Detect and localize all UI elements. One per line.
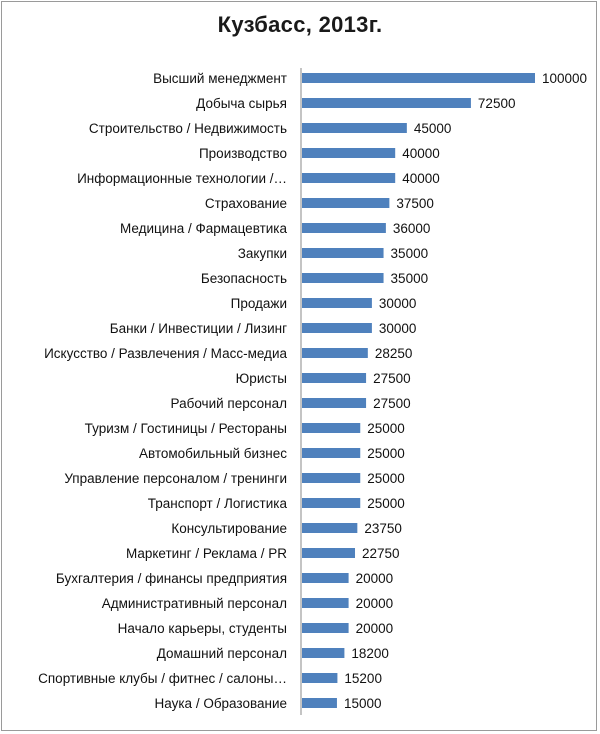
bar xyxy=(302,698,337,708)
bar xyxy=(302,498,360,508)
category-label: Рабочий персонал xyxy=(170,396,287,411)
chart-title: Кузбасс, 2013г. xyxy=(217,12,383,37)
value-label: 23750 xyxy=(364,521,402,536)
category-label: Консультирование xyxy=(171,521,287,536)
value-label: 45000 xyxy=(413,121,452,136)
category-label: Высший менеджмент xyxy=(153,71,287,86)
category-label: Закупки xyxy=(237,246,287,261)
bar xyxy=(302,648,344,658)
value-label: 30000 xyxy=(378,321,417,336)
value-label: 22750 xyxy=(362,546,400,561)
value-label: 20000 xyxy=(355,571,394,586)
value-label: 18200 xyxy=(351,646,389,661)
value-label: 25000 xyxy=(367,446,405,461)
category-label: Управление персоналом / тренинги xyxy=(64,471,287,486)
value-label: 30000 xyxy=(378,296,417,311)
category-label: Страхование xyxy=(204,196,287,211)
bar xyxy=(302,398,366,408)
value-label: 35000 xyxy=(390,246,429,261)
value-label: 25000 xyxy=(367,496,405,511)
category-label: Производство xyxy=(198,146,287,161)
category-label: Начало карьеры, студенты xyxy=(117,621,287,636)
bar xyxy=(302,423,360,433)
value-label: 27500 xyxy=(373,371,411,386)
bar xyxy=(302,348,368,358)
value-label: 37500 xyxy=(396,196,434,211)
category-label: Искусство / Развлечения / Масс-медиа xyxy=(44,346,287,361)
category-label: Автомобильный бизнес xyxy=(138,446,287,461)
bar xyxy=(302,623,349,633)
value-label: 27500 xyxy=(373,396,411,411)
category-label: Спортивные клубы / фитнес / салоны… xyxy=(38,671,287,686)
bar xyxy=(302,273,384,283)
category-label: Домашний персонал xyxy=(156,646,287,661)
value-label: 20000 xyxy=(355,596,394,611)
bar xyxy=(302,298,372,308)
value-label: 25000 xyxy=(367,471,405,486)
value-label: 100000 xyxy=(542,71,588,86)
bar xyxy=(302,223,386,233)
category-label: Медицина / Фармацевтика xyxy=(120,221,287,236)
value-label: 15200 xyxy=(344,671,382,686)
bar xyxy=(302,73,535,83)
value-label: 35000 xyxy=(390,271,429,286)
bar xyxy=(302,98,471,108)
value-label: 36000 xyxy=(392,221,431,236)
bar xyxy=(302,248,384,258)
category-label: Наука / Образование xyxy=(154,696,287,711)
category-label: Информационные технологии /… xyxy=(77,171,287,186)
category-label: Административный персонал xyxy=(101,596,287,611)
value-label: 72500 xyxy=(477,96,516,111)
value-label: 40000 xyxy=(402,146,440,161)
bar xyxy=(302,323,372,333)
bar xyxy=(302,473,360,483)
bar xyxy=(302,198,389,208)
bar xyxy=(302,148,395,158)
bar xyxy=(302,673,337,683)
bar xyxy=(302,523,357,533)
category-label: Туризм / Гостиницы / Рестораны xyxy=(84,421,287,436)
value-label: 20000 xyxy=(355,621,394,636)
category-label: Строительство / Недвижимость xyxy=(88,121,287,136)
category-label: Банки / Инвестиции / Лизинг xyxy=(109,321,287,336)
category-label: Безопасность xyxy=(200,271,287,286)
bar xyxy=(302,448,360,458)
bar xyxy=(302,123,407,133)
bar xyxy=(302,598,349,608)
category-label: Продажи xyxy=(230,296,287,311)
bar xyxy=(302,173,395,183)
bar xyxy=(302,548,355,558)
category-label: Добыча сырья xyxy=(196,96,287,111)
bar xyxy=(302,373,366,383)
category-label: Транспорт / Логистика xyxy=(147,496,287,511)
value-label: 40000 xyxy=(402,171,440,186)
value-label: 15000 xyxy=(343,696,382,711)
bar xyxy=(302,573,349,583)
value-label: 28250 xyxy=(374,346,413,361)
category-label: Бухгалтерия / финансы предприятия xyxy=(55,571,287,586)
category-label: Маркетинг / Реклама / PR xyxy=(125,546,287,561)
category-label: Юристы xyxy=(235,371,287,386)
value-label: 25000 xyxy=(367,421,405,436)
